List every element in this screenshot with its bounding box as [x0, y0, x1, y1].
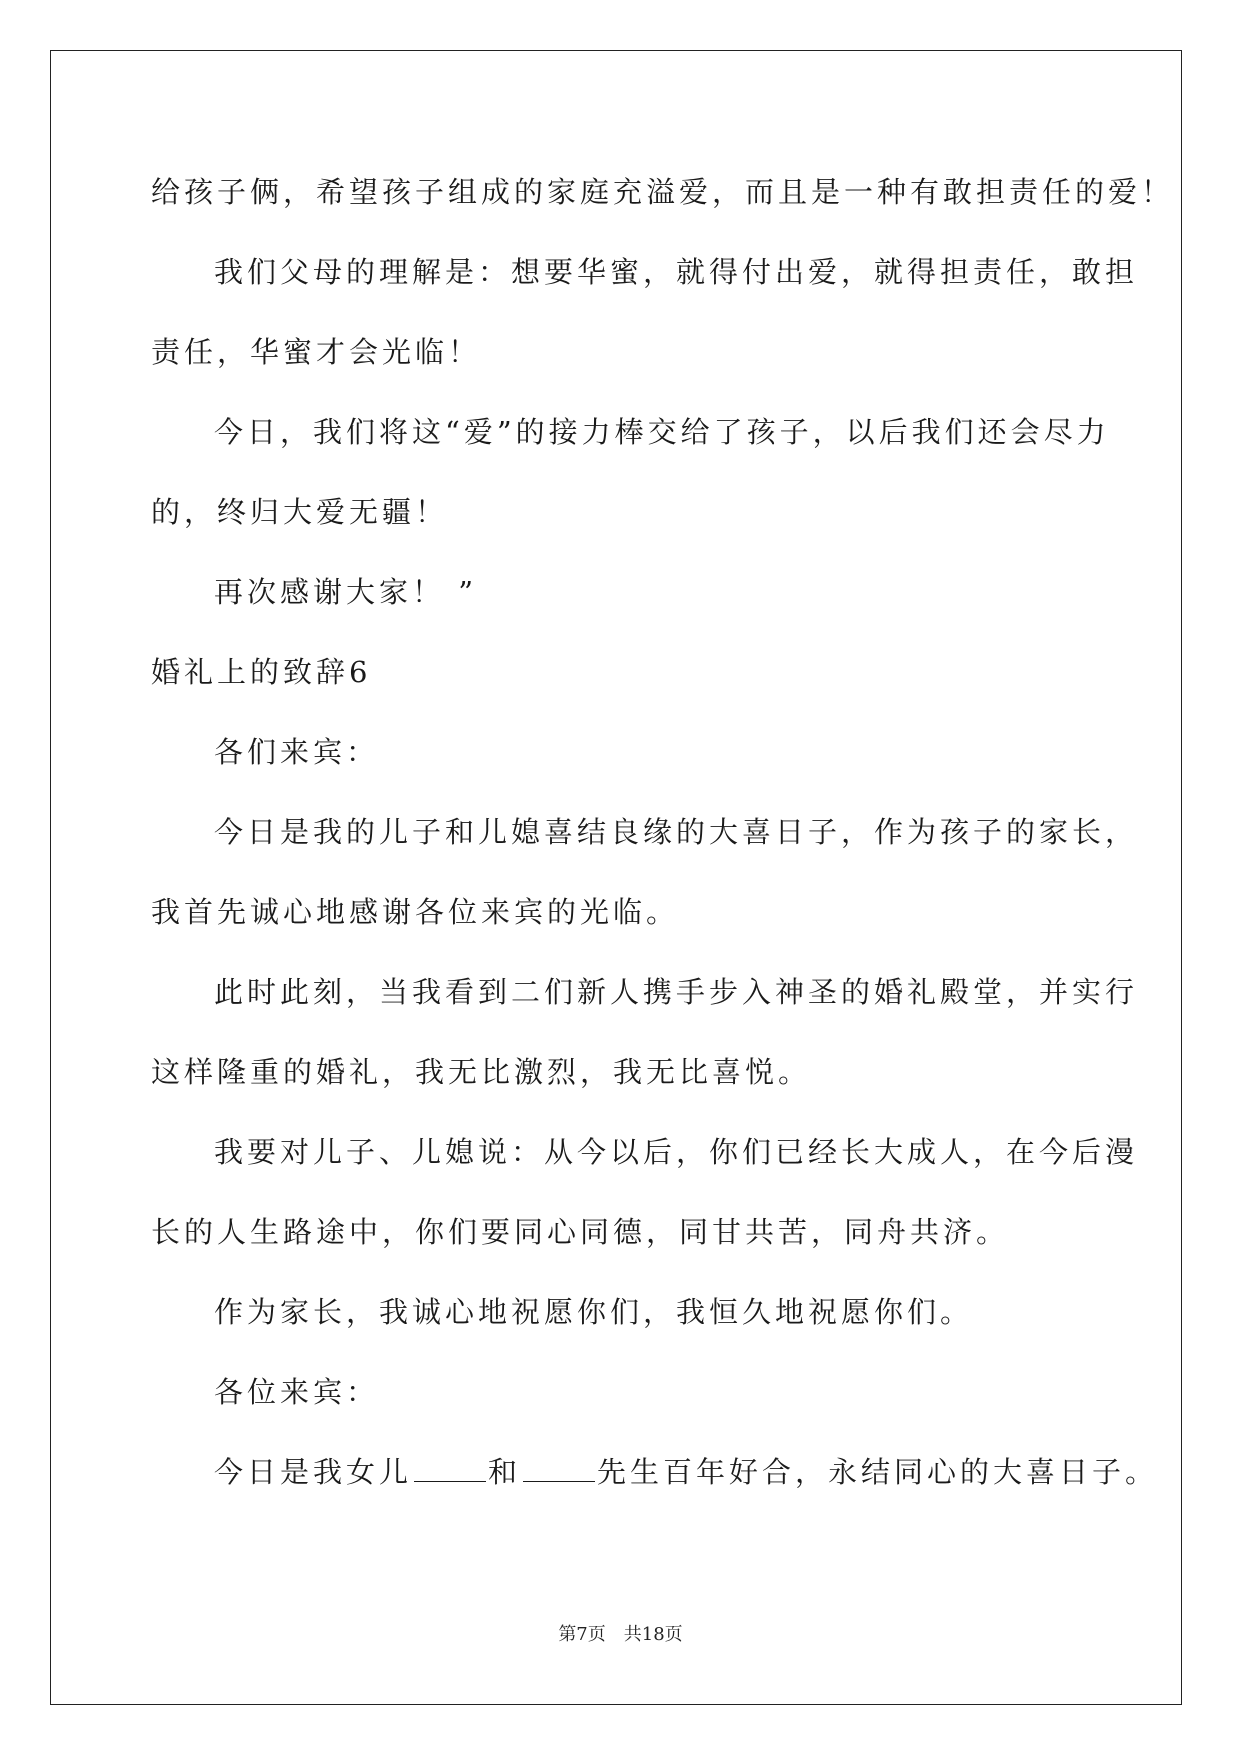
text-line: 我首先诚心地感谢各位来宾的光临。 — [151, 895, 680, 929]
text-line: 今日，我们将这“爱”的接力棒交给了孩子，以后我们还会尽力 — [214, 415, 1110, 449]
fill-blank — [414, 1457, 486, 1482]
section-heading: 婚礼上的致辞6 — [151, 655, 372, 689]
text-line: 各们来宾： — [214, 735, 380, 769]
text-line: 再次感谢大家！ ” — [214, 575, 478, 609]
text-line: 给孩子俩，希望孩子组成的家庭充溢爱，而且是一种有敢担责任的爱！ — [151, 175, 1175, 209]
fill-blank — [523, 1457, 595, 1482]
text-line: 责任，华蜜才会光临！ — [151, 335, 482, 369]
text-line: 各位来宾： — [214, 1375, 380, 1409]
text-fragment: 先生百年好合，永结同心的大喜日子。 — [597, 1455, 1159, 1489]
text-line: 今日是我的儿子和儿媳喜结良缘的大喜日子，作为孩子的家长， — [214, 815, 1139, 849]
text-line: 这样隆重的婚礼，我无比激烈，我无比喜悦。 — [151, 1055, 812, 1089]
text-line: 作为家长，我诚心地祝愿你们，我恒久地祝愿你们。 — [214, 1295, 974, 1329]
page-footer: 第7页 共18页 — [558, 1624, 683, 1645]
text-fragment: 和 — [488, 1455, 522, 1489]
text-line: 我要对儿子、儿媳说：从今以后，你们已经长大成人，在今后漫 — [214, 1135, 1139, 1169]
text-line: 此时此刻，当我看到二们新人携手步入神圣的婚礼殿堂，并实行 — [214, 975, 1139, 1009]
text-line: 的，终归大爱无疆！ — [151, 495, 449, 529]
text-line: 长的人生路途中，你们要同心同德，同甘共苦，同舟共济。 — [151, 1215, 1010, 1249]
text-line-with-blanks — [214, 1452, 1158, 1492]
text-fragment: 今日是我女儿 — [214, 1455, 413, 1489]
text-line: 我们父母的理解是：想要华蜜，就得付出爱，就得担责任，敢担 — [214, 255, 1139, 289]
